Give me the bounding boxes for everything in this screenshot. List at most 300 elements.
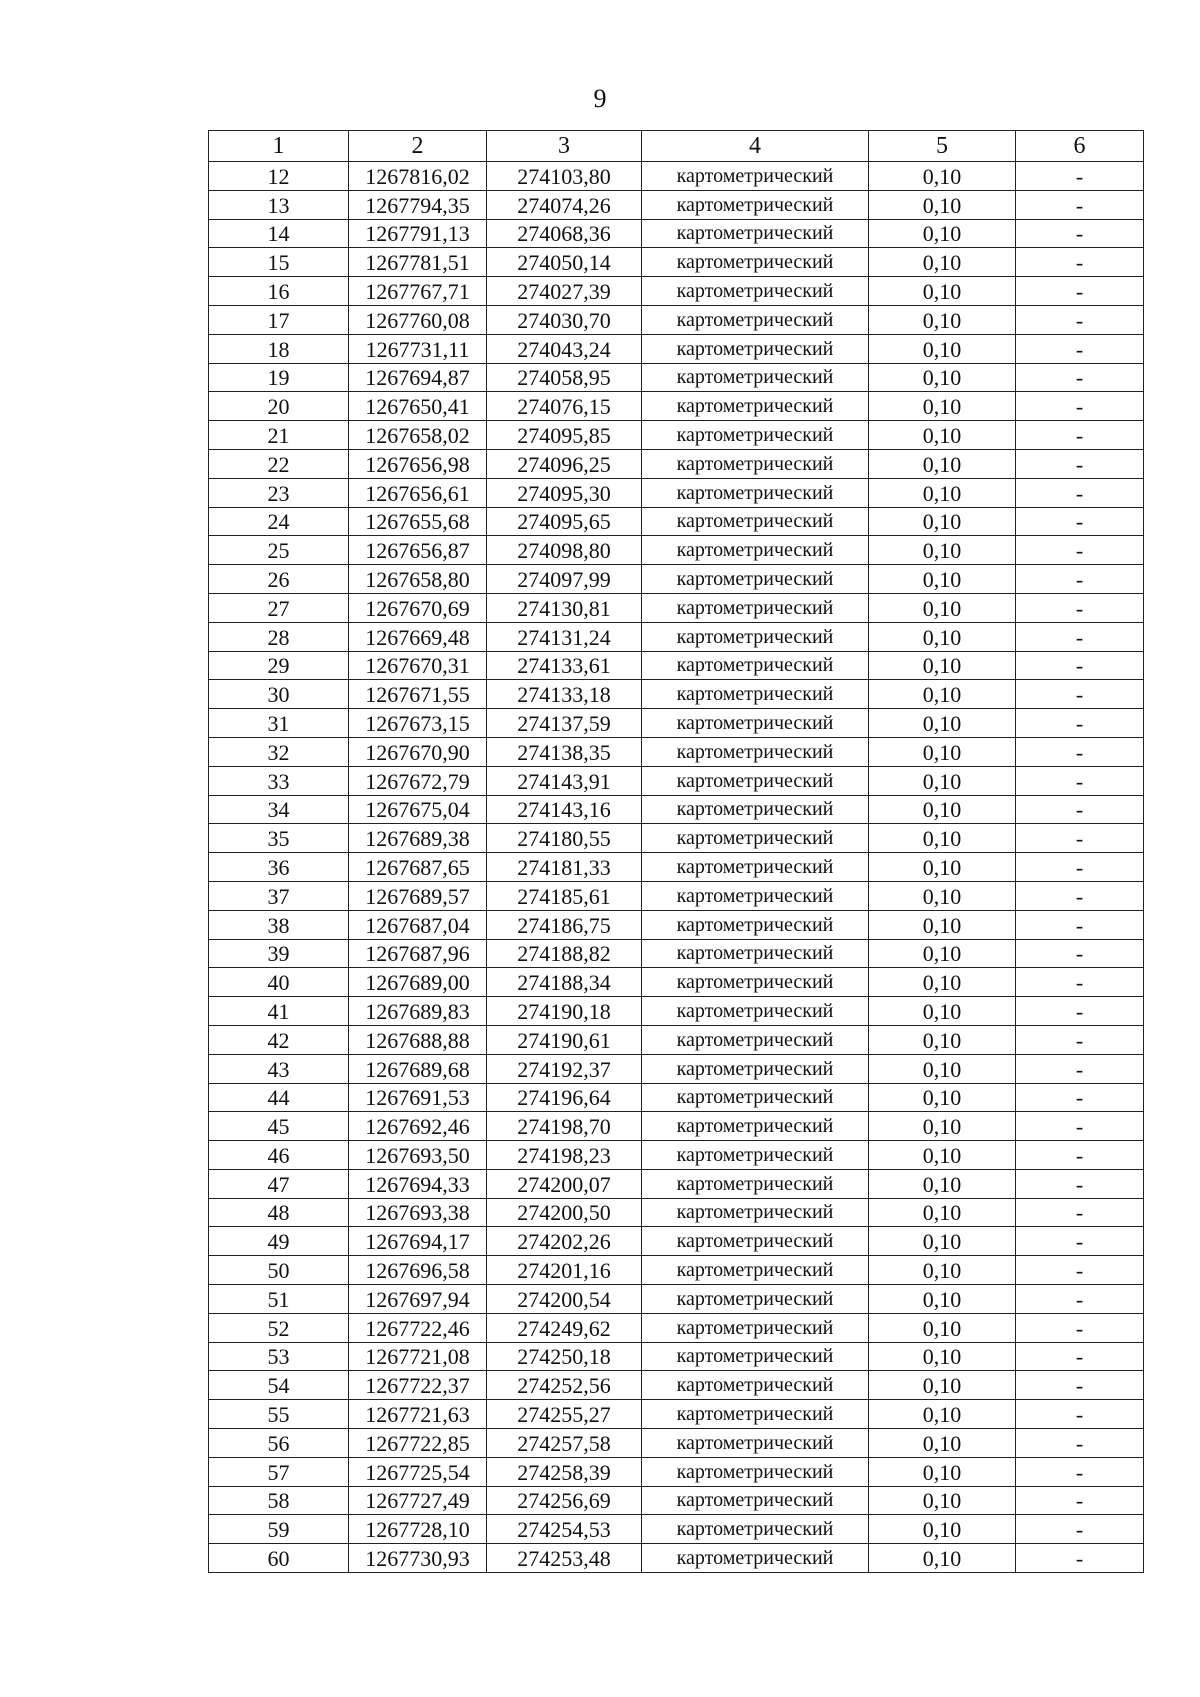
note-cell: - bbox=[1016, 1313, 1144, 1342]
accuracy-cell: 0,10 bbox=[869, 536, 1016, 565]
x-coordinate-cell: 1267670,90 bbox=[349, 737, 487, 766]
note-cell: - bbox=[1016, 565, 1144, 594]
table-row bbox=[209, 449, 1144, 478]
y-coordinate-cell: 274043,24 bbox=[487, 334, 642, 363]
y-coordinate-cell: 274249,62 bbox=[487, 1313, 642, 1342]
method-cell: картометрический bbox=[642, 363, 869, 392]
y-coordinate-cell: 274068,36 bbox=[487, 219, 642, 248]
method-cell: картометрический bbox=[642, 1198, 869, 1227]
accuracy-cell: 0,10 bbox=[869, 709, 1016, 738]
accuracy-cell: 0,10 bbox=[869, 766, 1016, 795]
method-cell: картометрический bbox=[642, 305, 869, 334]
method-cell: картометрический bbox=[642, 1515, 869, 1544]
y-coordinate-cell: 274098,80 bbox=[487, 536, 642, 565]
x-coordinate-cell: 1267656,87 bbox=[349, 536, 487, 565]
x-coordinate-cell: 1267694,33 bbox=[349, 1169, 487, 1198]
table-row bbox=[209, 190, 1144, 219]
method-cell: картометрический bbox=[642, 593, 869, 622]
accuracy-cell: 0,10 bbox=[869, 277, 1016, 306]
note-cell: - bbox=[1016, 939, 1144, 968]
table-row bbox=[209, 824, 1144, 853]
table-row bbox=[209, 1112, 1144, 1141]
point-number-cell: 21 bbox=[209, 421, 349, 450]
method-cell: картометрический bbox=[642, 565, 869, 594]
point-number-cell: 40 bbox=[209, 968, 349, 997]
method-cell: картометрический bbox=[642, 1256, 869, 1285]
method-cell: картометрический bbox=[642, 1285, 869, 1314]
point-number-cell: 59 bbox=[209, 1515, 349, 1544]
y-coordinate-cell: 274255,27 bbox=[487, 1400, 642, 1429]
note-cell: - bbox=[1016, 1256, 1144, 1285]
y-coordinate-cell: 274130,81 bbox=[487, 593, 642, 622]
point-number-cell: 17 bbox=[209, 305, 349, 334]
x-coordinate-cell: 1267688,88 bbox=[349, 1025, 487, 1054]
x-coordinate-cell: 1267687,04 bbox=[349, 910, 487, 939]
note-cell: - bbox=[1016, 1371, 1144, 1400]
method-cell: картометрический bbox=[642, 709, 869, 738]
note-cell: - bbox=[1016, 1112, 1144, 1141]
y-coordinate-cell: 274250,18 bbox=[487, 1342, 642, 1371]
accuracy-cell: 0,10 bbox=[869, 795, 1016, 824]
y-coordinate-cell: 274188,82 bbox=[487, 939, 642, 968]
method-cell: картометрический bbox=[642, 536, 869, 565]
method-cell: картометрический bbox=[642, 997, 869, 1026]
accuracy-cell: 0,10 bbox=[869, 1429, 1016, 1458]
note-cell: - bbox=[1016, 277, 1144, 306]
accuracy-cell: 0,10 bbox=[869, 1054, 1016, 1083]
table-row bbox=[209, 277, 1144, 306]
accuracy-cell: 0,10 bbox=[869, 881, 1016, 910]
accuracy-cell: 0,10 bbox=[869, 593, 1016, 622]
y-coordinate-cell: 274201,16 bbox=[487, 1256, 642, 1285]
note-cell: - bbox=[1016, 1429, 1144, 1458]
table-row bbox=[209, 1285, 1144, 1314]
x-coordinate-cell: 1267721,08 bbox=[349, 1342, 487, 1371]
note-cell: - bbox=[1016, 766, 1144, 795]
method-cell: картометрический bbox=[642, 1112, 869, 1141]
method-cell: картометрический bbox=[642, 795, 869, 824]
note-cell: - bbox=[1016, 1342, 1144, 1371]
y-coordinate-cell: 274202,26 bbox=[487, 1227, 642, 1256]
table-row bbox=[209, 1400, 1144, 1429]
y-coordinate-cell: 274095,30 bbox=[487, 478, 642, 507]
method-cell: картометрический bbox=[642, 1227, 869, 1256]
table-row bbox=[209, 737, 1144, 766]
x-coordinate-cell: 1267781,51 bbox=[349, 248, 487, 277]
accuracy-cell: 0,10 bbox=[869, 737, 1016, 766]
y-coordinate-cell: 274254,53 bbox=[487, 1515, 642, 1544]
table-row bbox=[209, 1515, 1144, 1544]
method-cell: картометрический bbox=[642, 1429, 869, 1458]
accuracy-cell: 0,10 bbox=[869, 1457, 1016, 1486]
accuracy-cell: 0,10 bbox=[869, 1313, 1016, 1342]
point-number-cell: 15 bbox=[209, 248, 349, 277]
table-row bbox=[209, 478, 1144, 507]
method-cell: картометрический bbox=[642, 507, 869, 536]
method-cell: картометрический bbox=[642, 1486, 869, 1515]
accuracy-cell: 0,10 bbox=[869, 622, 1016, 651]
table-row bbox=[209, 1371, 1144, 1400]
x-coordinate-cell: 1267794,35 bbox=[349, 190, 487, 219]
table-row bbox=[209, 939, 1144, 968]
point-number-cell: 26 bbox=[209, 565, 349, 594]
table-row bbox=[209, 680, 1144, 709]
y-coordinate-cell: 274252,56 bbox=[487, 1371, 642, 1400]
y-coordinate-cell: 274190,18 bbox=[487, 997, 642, 1026]
y-coordinate-cell: 274096,25 bbox=[487, 449, 642, 478]
accuracy-cell: 0,10 bbox=[869, 565, 1016, 594]
y-coordinate-cell: 274137,59 bbox=[487, 709, 642, 738]
y-coordinate-cell: 274180,55 bbox=[487, 824, 642, 853]
x-coordinate-cell: 1267694,17 bbox=[349, 1227, 487, 1256]
x-coordinate-cell: 1267689,57 bbox=[349, 881, 487, 910]
note-cell: - bbox=[1016, 421, 1144, 450]
note-cell: - bbox=[1016, 507, 1144, 536]
table-row bbox=[209, 1227, 1144, 1256]
table-row bbox=[209, 305, 1144, 334]
x-coordinate-cell: 1267696,58 bbox=[349, 1256, 487, 1285]
accuracy-cell: 0,10 bbox=[869, 1169, 1016, 1198]
method-cell: картометрический bbox=[642, 939, 869, 968]
method-cell: картометрический bbox=[642, 1400, 869, 1429]
x-coordinate-cell: 1267670,31 bbox=[349, 651, 487, 680]
method-cell: картометрический bbox=[642, 680, 869, 709]
point-number-cell: 20 bbox=[209, 392, 349, 421]
method-cell: картометрический bbox=[642, 478, 869, 507]
x-coordinate-cell: 1267687,65 bbox=[349, 853, 487, 882]
table-row bbox=[209, 1256, 1144, 1285]
x-coordinate-cell: 1267721,63 bbox=[349, 1400, 487, 1429]
accuracy-cell: 0,10 bbox=[869, 968, 1016, 997]
x-coordinate-cell: 1267760,08 bbox=[349, 305, 487, 334]
x-coordinate-cell: 1267722,46 bbox=[349, 1313, 487, 1342]
x-coordinate-cell: 1267691,53 bbox=[349, 1083, 487, 1112]
y-coordinate-cell: 274200,50 bbox=[487, 1198, 642, 1227]
y-coordinate-cell: 274196,64 bbox=[487, 1083, 642, 1112]
accuracy-cell: 0,10 bbox=[869, 219, 1016, 248]
table-row bbox=[209, 910, 1144, 939]
x-coordinate-cell: 1267669,48 bbox=[349, 622, 487, 651]
table-row bbox=[209, 1083, 1144, 1112]
x-coordinate-cell: 1267694,87 bbox=[349, 363, 487, 392]
note-cell: - bbox=[1016, 1198, 1144, 1227]
note-cell: - bbox=[1016, 190, 1144, 219]
point-number-cell: 54 bbox=[209, 1371, 349, 1400]
y-coordinate-cell: 274190,61 bbox=[487, 1025, 642, 1054]
y-coordinate-cell: 274186,75 bbox=[487, 910, 642, 939]
table-row bbox=[209, 162, 1144, 191]
accuracy-cell: 0,10 bbox=[869, 1400, 1016, 1429]
y-coordinate-cell: 274138,35 bbox=[487, 737, 642, 766]
y-coordinate-cell: 274050,14 bbox=[487, 248, 642, 277]
point-number-cell: 51 bbox=[209, 1285, 349, 1314]
table-row bbox=[209, 881, 1144, 910]
accuracy-cell: 0,10 bbox=[869, 334, 1016, 363]
accuracy-cell: 0,10 bbox=[869, 392, 1016, 421]
method-cell: картометрический bbox=[642, 766, 869, 795]
note-cell: - bbox=[1016, 795, 1144, 824]
y-coordinate-cell: 274097,99 bbox=[487, 565, 642, 594]
y-coordinate-cell: 274027,39 bbox=[487, 277, 642, 306]
note-cell: - bbox=[1016, 162, 1144, 191]
table-row bbox=[209, 997, 1144, 1026]
header-cell-6: 6 bbox=[1016, 131, 1144, 162]
note-cell: - bbox=[1016, 1083, 1144, 1112]
accuracy-cell: 0,10 bbox=[869, 363, 1016, 392]
table-row bbox=[209, 219, 1144, 248]
y-coordinate-cell: 274095,85 bbox=[487, 421, 642, 450]
y-coordinate-cell: 274133,18 bbox=[487, 680, 642, 709]
point-number-cell: 14 bbox=[209, 219, 349, 248]
x-coordinate-cell: 1267689,00 bbox=[349, 968, 487, 997]
point-number-cell: 32 bbox=[209, 737, 349, 766]
header-cell-4: 4 bbox=[642, 131, 869, 162]
table-row bbox=[209, 421, 1144, 450]
header-row bbox=[209, 131, 1144, 162]
table-row bbox=[209, 651, 1144, 680]
point-number-cell: 56 bbox=[209, 1429, 349, 1458]
table-row bbox=[209, 1025, 1144, 1054]
note-cell: - bbox=[1016, 1457, 1144, 1486]
x-coordinate-cell: 1267693,38 bbox=[349, 1198, 487, 1227]
point-number-cell: 50 bbox=[209, 1256, 349, 1285]
method-cell: картометрический bbox=[642, 737, 869, 766]
accuracy-cell: 0,10 bbox=[869, 248, 1016, 277]
note-cell: - bbox=[1016, 1054, 1144, 1083]
note-cell: - bbox=[1016, 910, 1144, 939]
method-cell: картометрический bbox=[642, 1083, 869, 1112]
accuracy-cell: 0,10 bbox=[869, 651, 1016, 680]
y-coordinate-cell: 274103,80 bbox=[487, 162, 642, 191]
y-coordinate-cell: 274256,69 bbox=[487, 1486, 642, 1515]
note-cell: - bbox=[1016, 1544, 1144, 1573]
y-coordinate-cell: 274185,61 bbox=[487, 881, 642, 910]
accuracy-cell: 0,10 bbox=[869, 1371, 1016, 1400]
y-coordinate-cell: 274200,54 bbox=[487, 1285, 642, 1314]
table-row bbox=[209, 363, 1144, 392]
method-cell: картометрический bbox=[642, 881, 869, 910]
x-coordinate-cell: 1267689,38 bbox=[349, 824, 487, 853]
y-coordinate-cell: 274200,07 bbox=[487, 1169, 642, 1198]
note-cell: - bbox=[1016, 536, 1144, 565]
point-number-cell: 24 bbox=[209, 507, 349, 536]
point-number-cell: 38 bbox=[209, 910, 349, 939]
method-cell: картометрический bbox=[642, 190, 869, 219]
note-cell: - bbox=[1016, 1025, 1144, 1054]
x-coordinate-cell: 1267730,93 bbox=[349, 1544, 487, 1573]
x-coordinate-cell: 1267697,94 bbox=[349, 1285, 487, 1314]
point-number-cell: 48 bbox=[209, 1198, 349, 1227]
x-coordinate-cell: 1267655,68 bbox=[349, 507, 487, 536]
accuracy-cell: 0,10 bbox=[869, 1025, 1016, 1054]
x-coordinate-cell: 1267658,02 bbox=[349, 421, 487, 450]
table-row bbox=[209, 507, 1144, 536]
note-cell: - bbox=[1016, 997, 1144, 1026]
x-coordinate-cell: 1267692,46 bbox=[349, 1112, 487, 1141]
x-coordinate-cell: 1267689,68 bbox=[349, 1054, 487, 1083]
table-row bbox=[209, 565, 1144, 594]
method-cell: картометрический bbox=[642, 421, 869, 450]
point-number-cell: 39 bbox=[209, 939, 349, 968]
method-cell: картометрический bbox=[642, 622, 869, 651]
point-number-cell: 60 bbox=[209, 1544, 349, 1573]
method-cell: картометрический bbox=[642, 277, 869, 306]
y-coordinate-cell: 274133,61 bbox=[487, 651, 642, 680]
method-cell: картометрический bbox=[642, 1313, 869, 1342]
table-row bbox=[209, 1544, 1144, 1573]
x-coordinate-cell: 1267687,96 bbox=[349, 939, 487, 968]
accuracy-cell: 0,10 bbox=[869, 1342, 1016, 1371]
point-number-cell: 34 bbox=[209, 795, 349, 824]
method-cell: картометрический bbox=[642, 392, 869, 421]
method-cell: картометрический bbox=[642, 248, 869, 277]
table-row bbox=[209, 248, 1144, 277]
point-number-cell: 45 bbox=[209, 1112, 349, 1141]
x-coordinate-cell: 1267725,54 bbox=[349, 1457, 487, 1486]
table-row bbox=[209, 766, 1144, 795]
x-coordinate-cell: 1267791,13 bbox=[349, 219, 487, 248]
note-cell: - bbox=[1016, 1169, 1144, 1198]
x-coordinate-cell: 1267693,50 bbox=[349, 1141, 487, 1170]
y-coordinate-cell: 274095,65 bbox=[487, 507, 642, 536]
table-row bbox=[209, 1429, 1144, 1458]
table-row bbox=[209, 1198, 1144, 1227]
point-number-cell: 29 bbox=[209, 651, 349, 680]
x-coordinate-cell: 1267673,15 bbox=[349, 709, 487, 738]
x-coordinate-cell: 1267656,98 bbox=[349, 449, 487, 478]
y-coordinate-cell: 274257,58 bbox=[487, 1429, 642, 1458]
table-header bbox=[209, 131, 1144, 162]
header-cell-1: 1 bbox=[209, 131, 349, 162]
x-coordinate-cell: 1267722,37 bbox=[349, 1371, 487, 1400]
x-coordinate-cell: 1267670,69 bbox=[349, 593, 487, 622]
point-number-cell: 49 bbox=[209, 1227, 349, 1256]
accuracy-cell: 0,10 bbox=[869, 305, 1016, 334]
header-cell-3: 3 bbox=[487, 131, 642, 162]
point-number-cell: 37 bbox=[209, 881, 349, 910]
table-row bbox=[209, 1457, 1144, 1486]
x-coordinate-cell: 1267722,85 bbox=[349, 1429, 487, 1458]
point-number-cell: 47 bbox=[209, 1169, 349, 1198]
table-row bbox=[209, 1313, 1144, 1342]
table-row bbox=[209, 1486, 1144, 1515]
method-cell: картометрический bbox=[642, 1371, 869, 1400]
x-coordinate-cell: 1267728,10 bbox=[349, 1515, 487, 1544]
note-cell: - bbox=[1016, 219, 1144, 248]
x-coordinate-cell: 1267671,55 bbox=[349, 680, 487, 709]
method-cell: картометрический bbox=[642, 1025, 869, 1054]
method-cell: картометрический bbox=[642, 968, 869, 997]
y-coordinate-cell: 274076,15 bbox=[487, 392, 642, 421]
header-cell-5: 5 bbox=[869, 131, 1016, 162]
table-body bbox=[209, 162, 1144, 1573]
note-cell: - bbox=[1016, 392, 1144, 421]
accuracy-cell: 0,10 bbox=[869, 1141, 1016, 1170]
accuracy-cell: 0,10 bbox=[869, 1083, 1016, 1112]
table-row bbox=[209, 536, 1144, 565]
accuracy-cell: 0,10 bbox=[869, 997, 1016, 1026]
point-number-cell: 28 bbox=[209, 622, 349, 651]
point-number-cell: 12 bbox=[209, 162, 349, 191]
accuracy-cell: 0,10 bbox=[869, 1285, 1016, 1314]
method-cell: картометрический bbox=[642, 853, 869, 882]
point-number-cell: 23 bbox=[209, 478, 349, 507]
note-cell: - bbox=[1016, 478, 1144, 507]
x-coordinate-cell: 1267816,02 bbox=[349, 162, 487, 191]
note-cell: - bbox=[1016, 881, 1144, 910]
point-number-cell: 35 bbox=[209, 824, 349, 853]
note-cell: - bbox=[1016, 1285, 1144, 1314]
point-number-cell: 58 bbox=[209, 1486, 349, 1515]
table-row bbox=[209, 968, 1144, 997]
coordinates-table bbox=[208, 130, 1144, 1573]
note-cell: - bbox=[1016, 593, 1144, 622]
x-coordinate-cell: 1267658,80 bbox=[349, 565, 487, 594]
method-cell: картометрический bbox=[642, 651, 869, 680]
method-cell: картометрический bbox=[642, 1544, 869, 1573]
y-coordinate-cell: 274258,39 bbox=[487, 1457, 642, 1486]
point-number-cell: 13 bbox=[209, 190, 349, 219]
note-cell: - bbox=[1016, 853, 1144, 882]
accuracy-cell: 0,10 bbox=[869, 939, 1016, 968]
note-cell: - bbox=[1016, 449, 1144, 478]
point-number-cell: 55 bbox=[209, 1400, 349, 1429]
method-cell: картометрический bbox=[642, 1342, 869, 1371]
note-cell: - bbox=[1016, 1141, 1144, 1170]
table-row bbox=[209, 1141, 1144, 1170]
note-cell: - bbox=[1016, 968, 1144, 997]
accuracy-cell: 0,10 bbox=[869, 1544, 1016, 1573]
x-coordinate-cell: 1267727,49 bbox=[349, 1486, 487, 1515]
x-coordinate-cell: 1267672,79 bbox=[349, 766, 487, 795]
note-cell: - bbox=[1016, 334, 1144, 363]
y-coordinate-cell: 274030,70 bbox=[487, 305, 642, 334]
table-row bbox=[209, 853, 1144, 882]
note-cell: - bbox=[1016, 651, 1144, 680]
method-cell: картометрический bbox=[642, 1054, 869, 1083]
y-coordinate-cell: 274131,24 bbox=[487, 622, 642, 651]
y-coordinate-cell: 274188,34 bbox=[487, 968, 642, 997]
header-cell-2: 2 bbox=[349, 131, 487, 162]
table-row bbox=[209, 1342, 1144, 1371]
note-cell: - bbox=[1016, 680, 1144, 709]
point-number-cell: 27 bbox=[209, 593, 349, 622]
x-coordinate-cell: 1267767,71 bbox=[349, 277, 487, 306]
accuracy-cell: 0,10 bbox=[869, 1486, 1016, 1515]
method-cell: картометрический bbox=[642, 334, 869, 363]
page-number: 9 bbox=[593, 84, 607, 113]
point-number-cell: 41 bbox=[209, 997, 349, 1026]
method-cell: картометрический bbox=[642, 824, 869, 853]
accuracy-cell: 0,10 bbox=[869, 421, 1016, 450]
method-cell: картометрический bbox=[642, 1457, 869, 1486]
note-cell: - bbox=[1016, 363, 1144, 392]
point-number-cell: 42 bbox=[209, 1025, 349, 1054]
point-number-cell: 52 bbox=[209, 1313, 349, 1342]
point-number-cell: 18 bbox=[209, 334, 349, 363]
x-coordinate-cell: 1267689,83 bbox=[349, 997, 487, 1026]
accuracy-cell: 0,10 bbox=[869, 1227, 1016, 1256]
y-coordinate-cell: 274074,26 bbox=[487, 190, 642, 219]
accuracy-cell: 0,10 bbox=[869, 190, 1016, 219]
x-coordinate-cell: 1267731,11 bbox=[349, 334, 487, 363]
method-cell: картометрический bbox=[642, 219, 869, 248]
note-cell: - bbox=[1016, 709, 1144, 738]
accuracy-cell: 0,10 bbox=[869, 680, 1016, 709]
x-coordinate-cell: 1267656,61 bbox=[349, 478, 487, 507]
point-number-cell: 33 bbox=[209, 766, 349, 795]
y-coordinate-cell: 274143,91 bbox=[487, 766, 642, 795]
